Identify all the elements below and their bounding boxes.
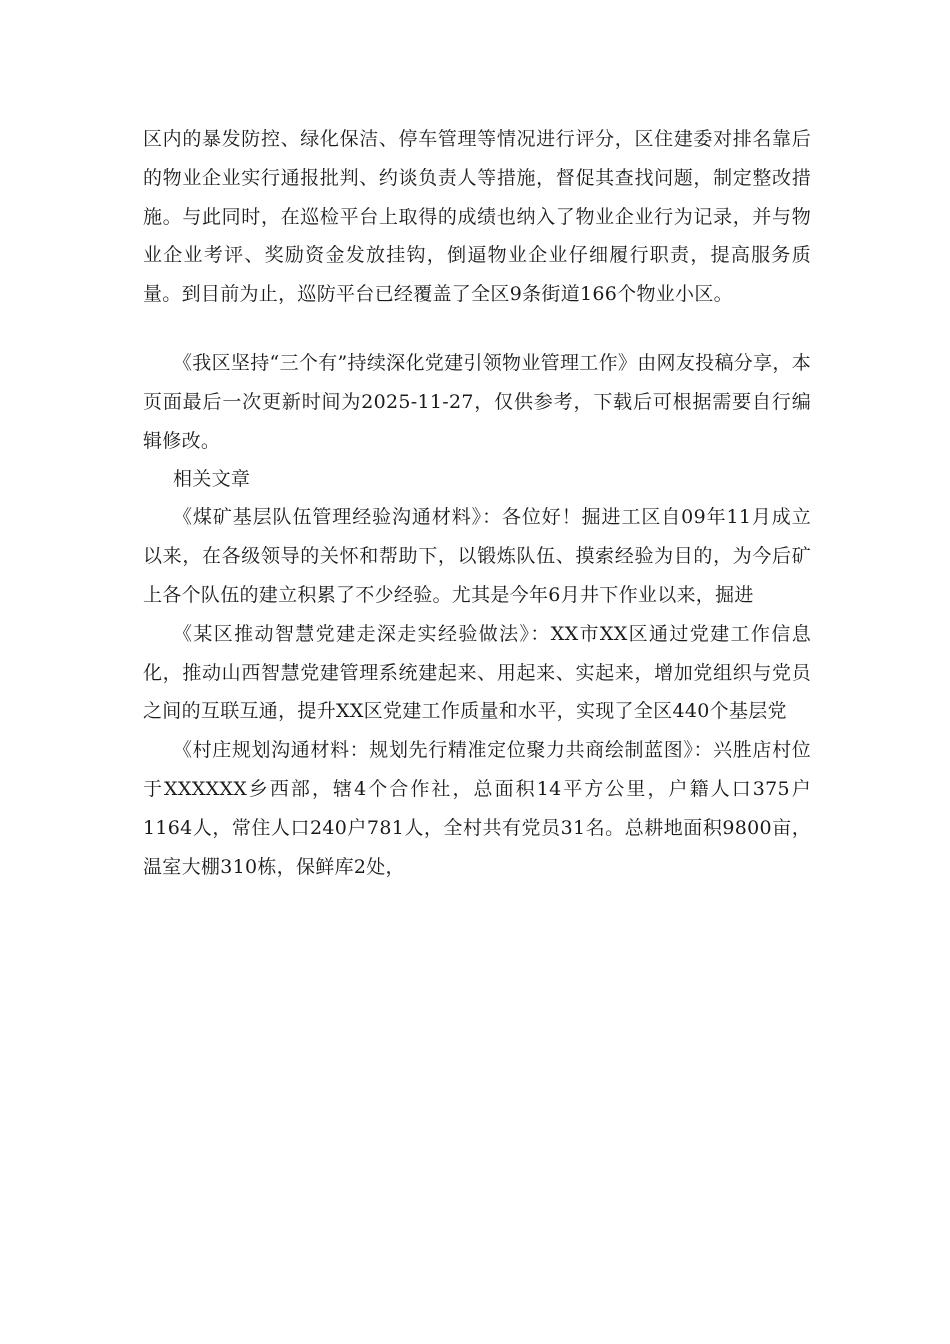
related-article-item[interactable]: 《村庄规划沟通材料：规划先行精准定位聚力共商绘制蓝图》：兴胜店村位于XXXXXX乡西部，辖4个合作社，总面积14平方公里，户籍人口375户1164人，常住人口240户781人，全村共有党员31名。总耕地面积9800亩，温室大棚310栋，保鲜库2处，	[143, 739, 811, 878]
article-closing-paragraph: 区内的暴发防控、绿化保洁、停车管理等情况进行评分，区住建委对排名靠后的物业企业实行通报批判、约谈负责人等措施，督促其查找问题，制定整改措施。与此同时，在巡检平台上取得的成绩也纳入了物业企业行为记录，并与物业企业考评、奖励资金发放挂钩，倒逼物业企业仔细履行职责，提高服务质量。到目前为止，巡防平台已经覆盖了全区9条街道166个物业小区。	[143, 128, 811, 306]
related-articles-heading: 相关文章	[173, 468, 251, 491]
related-article-item[interactable]: 《某区推动智慧党建走深走实经验做法》：XX市XX区通过党建工作信息化，推动山西智慧党建管理系统建起来、用起来、实起来，增加党组织与党员之间的互联互通，提升XX区党建工作质量和水平，实现了全区440个基层党	[143, 622, 811, 723]
document-notice: 《我区坚持“三个有”持续深化党建引领物业管理工作》由网友投稿分享，本页面最后一次更新时间为2025-11-27，仅供参考，下载后可根据需要自行编辑修改。	[143, 351, 811, 452]
related-article-item[interactable]: 《煤矿基层队伍管理经验沟通材料》：各位好！掘进工区自09年11月成立以来，在各级领导的关怀和帮助下，以锻炼队伍、摸索经验为目的，为今后矿上各个队伍的建立积累了不少经验。尤其是今年6月井下作业以来，掘进	[143, 506, 811, 606]
document-page	[143, 120, 811, 886]
